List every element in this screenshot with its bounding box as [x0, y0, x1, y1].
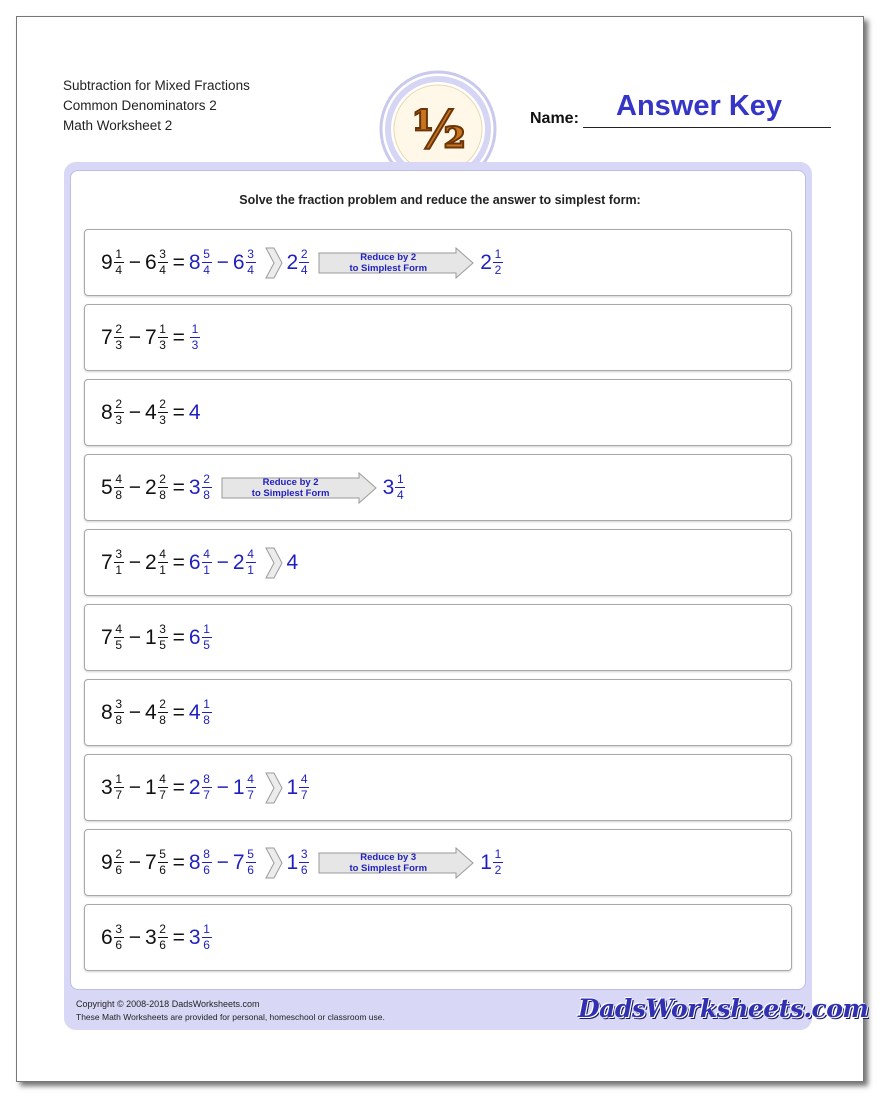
problem-expression — [101, 605, 213, 670]
whole-number: 5 — [101, 476, 113, 499]
whole-number: 9 — [101, 251, 113, 274]
numerator: 2 — [159, 472, 166, 486]
answer-steps — [189, 247, 504, 279]
fraction — [202, 698, 212, 727]
chevron-right-icon — [265, 847, 283, 879]
numerator: 1 — [203, 697, 210, 711]
fraction — [114, 773, 124, 802]
final-answer — [189, 323, 201, 352]
fraction — [158, 323, 168, 352]
minus-sign: − — [128, 400, 141, 424]
numerator: 4 — [203, 547, 210, 561]
chevron-right-icon — [265, 247, 283, 279]
whole-number: 1 — [480, 851, 492, 874]
subtrahend — [145, 248, 169, 277]
problem-row — [84, 454, 792, 521]
subtrahend — [145, 698, 169, 727]
denominator: 8 — [159, 713, 166, 727]
minuend — [101, 323, 125, 352]
name-underline — [583, 127, 831, 128]
fraction — [202, 248, 212, 277]
whole-number: 2 — [144, 551, 157, 574]
final-answer — [480, 848, 504, 877]
difference — [189, 473, 213, 502]
answer-steps — [189, 402, 201, 423]
final-answer: 4 — [188, 401, 201, 424]
equals-sign: = — [172, 550, 185, 574]
answer-steps — [189, 547, 298, 579]
whole-number: 3 — [144, 926, 157, 949]
denominator: 8 — [203, 488, 210, 502]
fraction — [246, 248, 256, 277]
whole-number: 3 — [188, 476, 201, 499]
minus-sign: − — [128, 775, 141, 799]
numerator: 3 — [115, 922, 123, 936]
fraction — [299, 848, 309, 877]
denominator: 3 — [115, 338, 123, 352]
worksheet-title: Subtraction for Mixed Fractions — [63, 78, 250, 93]
equals-sign: = — [172, 700, 185, 724]
whole-number: 7 — [101, 326, 113, 349]
denominator: 7 — [203, 788, 210, 802]
numerator: 5 — [203, 247, 210, 261]
difference — [287, 248, 311, 277]
whole-number: 3 — [101, 776, 113, 799]
denominator: 6 — [203, 938, 210, 952]
minus-sign: − — [216, 775, 229, 799]
fraction — [202, 773, 212, 802]
minuend — [101, 473, 125, 502]
final-answer — [189, 623, 213, 652]
minus-sign: − — [128, 625, 141, 649]
fraction — [158, 773, 168, 802]
problem-expression — [101, 530, 298, 595]
denominator: 8 — [159, 488, 166, 502]
whole-number: 3 — [188, 926, 201, 949]
borrowed-subtrahend — [233, 548, 257, 577]
whole-number: 7 — [144, 326, 157, 349]
fraction — [114, 848, 124, 877]
denominator: 1 — [159, 563, 166, 577]
minuend — [101, 923, 125, 952]
problem-expression — [101, 380, 201, 445]
fraction — [158, 623, 168, 652]
final-answer — [480, 248, 504, 277]
denominator: 5 — [115, 638, 123, 652]
denominator: 4 — [203, 263, 210, 277]
fraction — [158, 473, 168, 502]
denominator: 3 — [159, 338, 166, 352]
whole-number: 6 — [188, 551, 201, 574]
answer-steps — [189, 772, 310, 804]
fraction — [114, 398, 124, 427]
answer-steps — [189, 323, 201, 352]
svg-text:½: ½ — [411, 100, 467, 161]
whole-number: 2 — [144, 476, 157, 499]
reduce-arrow-banner — [318, 247, 474, 279]
subtrahend — [145, 323, 169, 352]
problem-row — [84, 829, 792, 896]
problem-expression — [101, 680, 213, 745]
fraction — [114, 548, 124, 577]
numerator: 2 — [159, 922, 166, 936]
instruction-text: Solve the fraction problem and reduce the answer to simplest form: — [239, 193, 641, 207]
problem-row — [84, 229, 792, 296]
whole-number: 1 — [144, 626, 157, 649]
fraction — [114, 923, 124, 952]
whole-number: 1 — [144, 776, 157, 799]
chevron-right-icon — [265, 547, 283, 579]
minus-sign: − — [216, 850, 229, 874]
denominator: 8 — [115, 713, 123, 727]
fraction — [158, 398, 168, 427]
whole-number: 2 — [286, 251, 299, 274]
problem-row — [84, 604, 792, 671]
fraction — [114, 248, 124, 277]
final-answer: 4 — [286, 551, 299, 574]
chevron-right-icon — [265, 772, 283, 804]
fraction — [158, 698, 168, 727]
fraction — [202, 548, 212, 577]
numerator: 3 — [159, 247, 166, 261]
minus-sign: − — [216, 550, 229, 574]
denominator: 6 — [159, 938, 166, 952]
numerator: 1 — [396, 472, 404, 486]
denominator: 6 — [247, 863, 254, 877]
denominator: 6 — [159, 863, 166, 877]
denominator: 6 — [115, 863, 123, 877]
usage-notice: These Math Worksheets are provided for personal, homeschool or classroom use. — [76, 1012, 385, 1022]
name-label: Name: — [530, 110, 579, 127]
denominator: 2 — [494, 263, 502, 277]
denominator: 2 — [494, 863, 502, 877]
problem-expression — [101, 305, 201, 370]
numerator: 8 — [203, 847, 210, 861]
borrowed-subtrahend — [233, 848, 257, 877]
whole-number: 4 — [144, 701, 157, 724]
answer-steps — [189, 847, 504, 879]
numerator: 2 — [115, 322, 123, 336]
denominator: 4 — [115, 263, 123, 277]
numerator: 3 — [115, 697, 123, 711]
fraction — [190, 323, 200, 352]
denominator: 7 — [115, 788, 123, 802]
whole-number: 9 — [101, 851, 113, 874]
fraction — [114, 623, 124, 652]
fraction — [493, 848, 503, 877]
fraction — [493, 248, 503, 277]
numerator: 4 — [159, 772, 166, 786]
problem-row — [84, 679, 792, 746]
numerator: 1 — [203, 622, 210, 636]
equals-sign: = — [172, 925, 185, 949]
numerator: 1 — [115, 247, 123, 261]
problem-expression — [101, 230, 504, 295]
worksheet-title-block — [63, 76, 250, 136]
whole-number: 7 — [101, 626, 113, 649]
minus-sign: − — [216, 250, 229, 274]
minuend — [101, 848, 125, 877]
fraction — [246, 548, 256, 577]
denominator: 7 — [247, 788, 254, 802]
whole-number: 2 — [480, 251, 492, 274]
numerator: 3 — [300, 847, 308, 861]
minus-sign: − — [128, 925, 141, 949]
whole-number: 2 — [188, 776, 201, 799]
minuend — [101, 398, 125, 427]
fraction — [202, 623, 212, 652]
borrowed-minuend — [189, 773, 213, 802]
borrowed-subtrahend — [233, 773, 257, 802]
denominator: 1 — [247, 563, 254, 577]
minuend — [101, 773, 125, 802]
whole-number: 3 — [382, 476, 395, 499]
answer-key-title: Answer Key — [616, 90, 783, 122]
denominator: 1 — [115, 563, 123, 577]
numerator: 5 — [247, 847, 254, 861]
footer — [76, 998, 385, 1024]
minuend — [101, 698, 125, 727]
numerator: 1 — [494, 247, 502, 261]
fraction — [299, 248, 309, 277]
fraction — [395, 473, 405, 502]
final-answer — [189, 923, 213, 952]
whole-number: 8 — [188, 251, 201, 274]
minus-sign: − — [128, 700, 141, 724]
numerator: 1 — [191, 322, 199, 336]
numerator: 2 — [115, 397, 123, 411]
whole-number: 8 — [101, 701, 113, 724]
denominator: 5 — [203, 638, 210, 652]
numerator: 2 — [115, 847, 123, 861]
numerator: 5 — [159, 847, 166, 861]
whole-number: 4 — [144, 401, 157, 424]
fraction — [202, 473, 212, 502]
equals-sign: = — [172, 400, 185, 424]
numerator: 1 — [115, 772, 123, 786]
equals-sign: = — [172, 625, 185, 649]
fraction — [114, 698, 124, 727]
numerator: 4 — [247, 547, 254, 561]
minus-sign: − — [128, 850, 141, 874]
fraction — [202, 848, 212, 877]
whole-number: 1 — [232, 776, 245, 799]
reduce-arrow-banner — [221, 472, 377, 504]
minus-sign: − — [128, 325, 141, 349]
equals-sign: = — [172, 325, 185, 349]
denominator: 6 — [115, 938, 123, 952]
denominator: 3 — [191, 338, 199, 352]
fraction — [202, 923, 212, 952]
subtrahend — [145, 398, 169, 427]
subtrahend — [145, 548, 169, 577]
subtrahend — [145, 473, 169, 502]
whole-number: 8 — [188, 851, 201, 874]
denominator: 4 — [159, 263, 166, 277]
denominator: 1 — [203, 563, 210, 577]
problem-expression — [101, 455, 406, 520]
numerator: 1 — [203, 922, 210, 936]
equals-sign: = — [172, 475, 185, 499]
borrowed-minuend — [189, 248, 213, 277]
denominator: 6 — [203, 863, 210, 877]
borrowed-minuend — [189, 848, 213, 877]
copyright-text: Copyright © 2008-2018 DadsWorksheets.com — [76, 999, 260, 1009]
problem-row — [84, 529, 792, 596]
problem-expression — [101, 905, 213, 970]
whole-number: 6 — [144, 251, 157, 274]
fraction — [114, 323, 124, 352]
answer-steps — [189, 698, 213, 727]
numerator: 2 — [300, 247, 308, 261]
equals-sign: = — [172, 775, 185, 799]
fraction — [246, 773, 256, 802]
numerator: 2 — [159, 397, 166, 411]
borrowed-minuend — [189, 548, 213, 577]
whole-number: 6 — [101, 926, 113, 949]
fraction — [246, 848, 256, 877]
numerator: 8 — [203, 772, 210, 786]
numerator: 3 — [115, 547, 123, 561]
numerator: 4 — [115, 622, 123, 636]
problem-row — [84, 754, 792, 821]
numerator: 4 — [247, 772, 254, 786]
subtrahend — [145, 923, 169, 952]
final-answer — [383, 473, 407, 502]
numerator: 3 — [247, 247, 254, 261]
whole-number: 7 — [101, 551, 113, 574]
whole-number: 1 — [286, 851, 299, 874]
numerator: 3 — [159, 622, 166, 636]
numerator: 4 — [300, 772, 308, 786]
numerator: 2 — [159, 697, 166, 711]
numerator: 4 — [115, 472, 123, 486]
subtrahend — [145, 773, 169, 802]
denominator: 8 — [203, 713, 210, 727]
denominator: 8 — [115, 488, 123, 502]
problem-expression — [101, 830, 504, 895]
equals-sign: = — [172, 850, 185, 874]
worksheet-number: Math Worksheet 2 — [63, 118, 173, 133]
problem-row — [84, 904, 792, 971]
numerator: 4 — [159, 547, 166, 561]
final-answer — [189, 698, 213, 727]
whole-number: 2 — [232, 551, 245, 574]
minuend — [101, 548, 125, 577]
final-answer — [287, 773, 311, 802]
answer-steps — [189, 623, 213, 652]
numerator: 2 — [203, 472, 210, 486]
denominator: 3 — [159, 413, 166, 427]
whole-number: 7 — [232, 851, 245, 874]
reduce-arrow-banner — [318, 847, 474, 879]
reduce-label: Reduce by 2 to Simplest Form — [349, 251, 428, 274]
problem-row — [84, 379, 792, 446]
denominator: 7 — [159, 788, 166, 802]
numerator: 1 — [159, 322, 166, 336]
whole-number: 1 — [286, 776, 299, 799]
answer-steps — [189, 472, 406, 504]
denominator: 4 — [300, 263, 308, 277]
minuend — [101, 248, 125, 277]
fraction — [158, 923, 168, 952]
whole-number: 6 — [232, 251, 245, 274]
whole-number: 7 — [144, 851, 157, 874]
problem-expression — [101, 755, 310, 820]
subtrahend — [145, 623, 169, 652]
denominator: 7 — [300, 788, 308, 802]
equals-sign: = — [172, 250, 185, 274]
whole-number: 8 — [101, 401, 113, 424]
fraction — [158, 248, 168, 277]
worksheet-subtitle: Common Denominators 2 — [63, 98, 217, 113]
fraction — [158, 548, 168, 577]
minus-sign: − — [128, 475, 141, 499]
numerator: 1 — [494, 847, 502, 861]
subtrahend — [145, 848, 169, 877]
denominator: 3 — [115, 413, 123, 427]
problem-row — [84, 304, 792, 371]
minus-sign: − — [128, 250, 141, 274]
whole-number: 4 — [188, 701, 201, 724]
fraction — [114, 473, 124, 502]
denominator: 5 — [159, 638, 166, 652]
answer-steps — [189, 923, 213, 952]
difference — [287, 848, 311, 877]
denominator: 4 — [396, 488, 404, 502]
fraction — [299, 773, 309, 802]
minuend — [101, 623, 125, 652]
borrowed-subtrahend — [233, 248, 257, 277]
reduce-label: Reduce by 3 to Simplest Form — [349, 851, 428, 874]
reduce-label: Reduce by 2 to Simplest Form — [251, 476, 330, 499]
whole-number: 6 — [188, 626, 201, 649]
denominator: 4 — [247, 263, 254, 277]
minus-sign: − — [128, 550, 141, 574]
dadsworksheets-logo: DadsWorksheets.com — [578, 994, 869, 1023]
fraction — [158, 848, 168, 877]
denominator: 6 — [300, 863, 308, 877]
